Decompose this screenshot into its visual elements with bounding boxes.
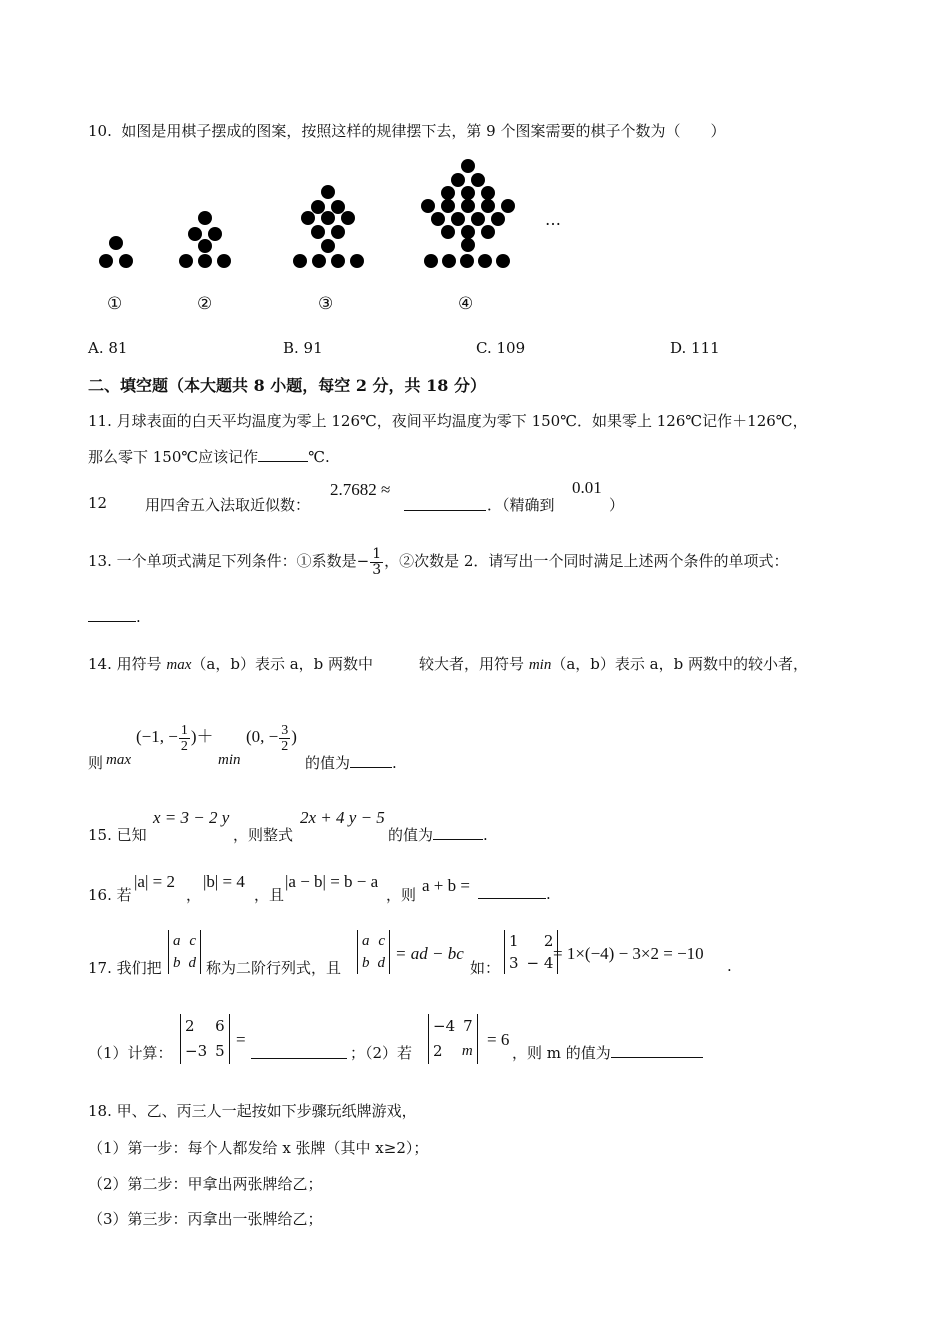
q12-number: 12 bbox=[88, 494, 108, 512]
pattern-label-1: ① bbox=[107, 294, 123, 314]
q14-min: min bbox=[218, 752, 241, 768]
q14-ze: 则 bbox=[88, 754, 104, 772]
chess-piece bbox=[481, 225, 495, 239]
q11-line2: 那么零下 150℃应该记作 ℃. bbox=[88, 448, 330, 466]
q17-a: 17. 我们把 bbox=[88, 959, 162, 977]
q17-eq6: = 6 bbox=[487, 1030, 510, 1049]
pattern-3 bbox=[293, 185, 364, 268]
chess-piece bbox=[331, 200, 345, 214]
q16-e3: |a − b| = b − a bbox=[285, 872, 379, 891]
determinant-example: 1 2 3 − 4 bbox=[504, 930, 558, 974]
q16-e1: |a| = 2 bbox=[134, 872, 175, 891]
chess-piece bbox=[350, 254, 364, 268]
q17-end: . bbox=[727, 957, 732, 975]
chess-piece bbox=[341, 211, 355, 225]
fraction: $\frac{1}{2}$ bbox=[180, 722, 188, 754]
chess-piece bbox=[478, 254, 492, 268]
determinant-definition: a c b d bbox=[357, 930, 390, 974]
q17-semi: ；（2）若 bbox=[350, 1044, 413, 1062]
chess-piece bbox=[119, 254, 133, 268]
q16-qie: ，且 bbox=[254, 886, 285, 904]
pattern-1 bbox=[99, 236, 133, 268]
q18-step3: （3）第三步：丙拿出一张牌给乙； bbox=[88, 1210, 323, 1228]
chess-piece bbox=[461, 199, 475, 213]
q13-line1: 13. 一个单项式满足下列条件：①系数是− $\frac{1}{3}$ ，②次数是 2．请写出一个同时满足上述两个条件的单项式： bbox=[88, 545, 789, 578]
q12-text: 用四舍五入法取近似数： bbox=[145, 496, 311, 514]
q17-example: = 1×(−4) − 3×2 = −10 bbox=[553, 944, 704, 963]
chess-piece bbox=[188, 227, 202, 241]
determinant-part2: −4 7 2 m bbox=[428, 1014, 478, 1064]
q18-step1: （1）第一步：每个人都发给 x 张牌（其中 x≥2）； bbox=[88, 1139, 429, 1157]
q15-b: ，则整式 bbox=[233, 826, 294, 844]
q14-line1: 14. 用符号 max（a，b）表示 a，b 两数中 较大者，用符号 min（a，b）表示 a，b 两数中的较小者， bbox=[88, 655, 808, 673]
q15-condition: x = 3 − 2 y bbox=[153, 808, 230, 827]
q13-line2: . bbox=[88, 607, 141, 626]
chess-piece bbox=[442, 254, 456, 268]
chess-piece bbox=[321, 185, 335, 199]
q14-expression-2: (0, − $\frac{3}{2}$ ) bbox=[246, 722, 297, 754]
chess-piece bbox=[461, 225, 475, 239]
q17-ru: 如： bbox=[470, 959, 501, 977]
q12-precision: 0.01 bbox=[572, 478, 602, 497]
q14-expression: (−1, − $\frac{1}{2}$ )＋ bbox=[136, 722, 214, 754]
q15-a: 15. 已知 bbox=[88, 826, 147, 844]
q16-a: 16. 若 bbox=[88, 886, 132, 904]
q16-blank: . bbox=[478, 884, 551, 903]
q14-tail: 的值为 . bbox=[305, 754, 397, 772]
pattern-label-4: ④ bbox=[458, 294, 474, 314]
answer-blank[interactable] bbox=[404, 496, 486, 511]
chess-piece bbox=[198, 211, 212, 225]
chess-piece bbox=[331, 225, 345, 239]
chess-piece bbox=[198, 254, 212, 268]
chess-piece bbox=[424, 254, 438, 268]
q12-expression: 2.7682 ≈ bbox=[330, 480, 391, 499]
comma: ， bbox=[186, 886, 202, 904]
chess-piece bbox=[451, 173, 465, 187]
chess-piece bbox=[208, 227, 222, 241]
answer-blank[interactable] bbox=[258, 447, 308, 462]
option-d[interactable]: D. 111 bbox=[670, 339, 720, 357]
answer-blank[interactable] bbox=[433, 825, 483, 840]
pattern-4 bbox=[421, 159, 515, 268]
chess-piece bbox=[431, 212, 445, 226]
chess-piece bbox=[312, 254, 326, 268]
ellipsis: … bbox=[545, 210, 561, 229]
pattern-2 bbox=[179, 211, 231, 268]
q12-after: ．（精确到 bbox=[487, 496, 555, 514]
determinant-part1: 2 6 −3 5 bbox=[180, 1014, 230, 1064]
chess-piece bbox=[501, 199, 515, 213]
chess-piece bbox=[198, 239, 212, 253]
chess-piece bbox=[461, 238, 475, 252]
q10-pattern-figure bbox=[90, 150, 590, 275]
option-b[interactable]: B. 91 bbox=[283, 339, 323, 357]
chess-piece bbox=[481, 199, 495, 213]
pattern-label-2: ② bbox=[197, 294, 213, 314]
q11-line1: 11. 月球表面的白天平均温度为零上 126℃，夜间平均温度为零下 150℃．如果零上 126℃记作＋126℃， bbox=[88, 412, 808, 430]
q15-expression: 2x + 4 y − 5 bbox=[300, 808, 385, 827]
chess-piece bbox=[441, 225, 455, 239]
q17-p1: （1）计算： bbox=[88, 1044, 173, 1062]
chess-piece bbox=[293, 254, 307, 268]
q17-definition: = ad − bc bbox=[395, 944, 464, 963]
option-c[interactable]: C. 109 bbox=[476, 339, 526, 357]
pattern-label-3: ③ bbox=[318, 294, 334, 314]
chess-piece bbox=[441, 199, 455, 213]
answer-blank[interactable] bbox=[88, 607, 136, 622]
q17-eq: = bbox=[236, 1030, 246, 1049]
chess-piece bbox=[461, 159, 475, 173]
chess-piece bbox=[311, 225, 325, 239]
q10-stem: 10. 如图是用棋子摆成的图案，按照这样的规律摆下去，第 9 个图案需要的棋子个数为（ ） bbox=[88, 122, 726, 140]
chess-piece bbox=[481, 186, 495, 200]
chess-piece bbox=[321, 211, 335, 225]
chess-piece bbox=[109, 236, 123, 250]
chess-piece bbox=[496, 254, 510, 268]
chess-piece bbox=[460, 254, 474, 268]
chess-piece bbox=[461, 186, 475, 200]
answer-blank[interactable] bbox=[611, 1043, 703, 1058]
chess-piece bbox=[99, 254, 113, 268]
answer-blank[interactable] bbox=[478, 884, 546, 899]
chess-piece bbox=[179, 254, 193, 268]
chess-piece bbox=[491, 212, 505, 226]
q12-close: ） bbox=[609, 496, 625, 514]
chess-piece bbox=[421, 199, 435, 213]
chess-piece bbox=[471, 173, 485, 187]
fraction: $\frac{3}{2}$ bbox=[281, 722, 289, 754]
q16-e4: a + b = bbox=[422, 876, 470, 895]
section-heading: 二、填空题（本大题共 8 小题，每空 2 分，共 18 分） bbox=[88, 376, 486, 395]
q16-e2: |b| = 4 bbox=[203, 872, 245, 891]
answer-blank[interactable] bbox=[350, 753, 392, 768]
chess-piece bbox=[471, 212, 485, 226]
q17-p2: ，则 m 的值为 bbox=[512, 1042, 703, 1063]
chess-piece bbox=[331, 254, 345, 268]
option-a[interactable]: A. 81 bbox=[88, 339, 128, 357]
q18-step2: （2）第二步：甲拿出两张牌给乙； bbox=[88, 1175, 323, 1193]
answer-blank[interactable] bbox=[251, 1044, 347, 1059]
chess-piece bbox=[217, 254, 231, 268]
q18-line1: 18. 甲、乙、丙三人一起按如下步骤玩纸牌游戏， bbox=[88, 1102, 417, 1120]
q15-c: 的值为 . bbox=[388, 826, 488, 844]
fraction: $\frac{1}{3}$ bbox=[372, 545, 382, 578]
chess-piece bbox=[451, 212, 465, 226]
chess-piece bbox=[301, 211, 315, 225]
q17-b: 称为二阶行列式，且 bbox=[206, 959, 342, 977]
q14-max: max bbox=[106, 752, 131, 768]
chess-piece bbox=[441, 186, 455, 200]
determinant-ab-cd: a c b d bbox=[168, 930, 201, 974]
q16-ze: ，则 bbox=[386, 886, 417, 904]
chess-piece bbox=[311, 200, 325, 214]
chess-piece bbox=[321, 239, 335, 253]
